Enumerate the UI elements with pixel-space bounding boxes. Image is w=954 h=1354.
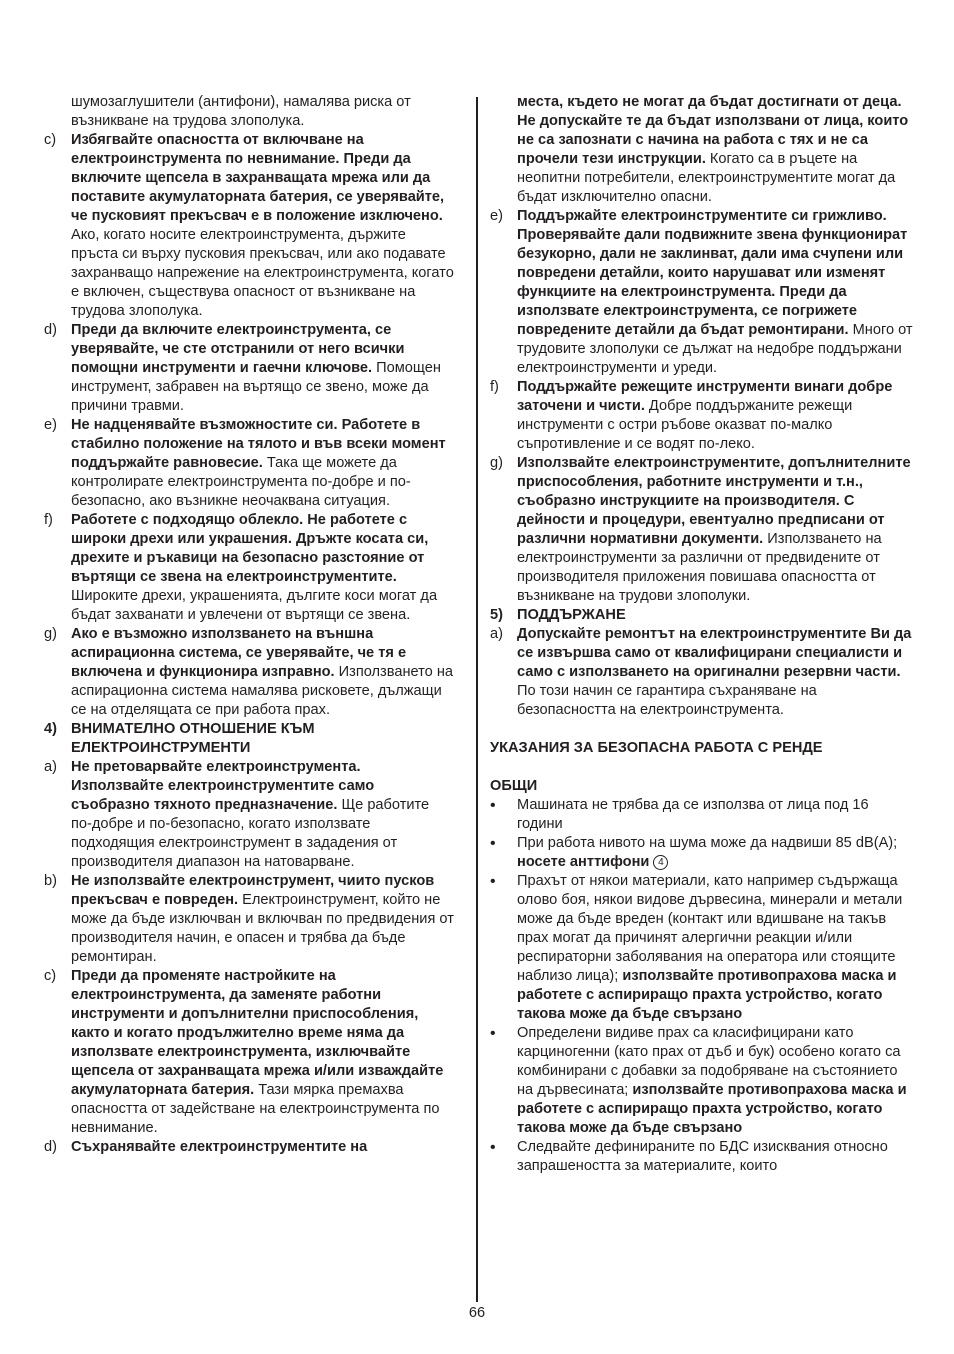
bullet-bold-text: използвайте противопрахова маска и работете с аспириращо прахта устройство, когато такова може да бъде свързано bbox=[517, 1082, 907, 1136]
bullet-text: При работа нивото на шума може да надвиши 85 dB(A); bbox=[517, 835, 898, 851]
item-label: a) bbox=[44, 759, 57, 775]
bullet-text: Машината не трябва да се използва от лица под 16 години bbox=[517, 797, 869, 832]
item-warning: Поддържайте режещите инструменти винаги добре заточени и чисти. bbox=[517, 379, 893, 414]
left-column bbox=[44, 93, 454, 1157]
bullet-symbol: • bbox=[490, 1139, 496, 1156]
item-b-broken-switch bbox=[44, 872, 454, 967]
item-explanation: Добре поддържаните режещи инструменти с остри ръбове оказват по-малко съпротивление и се водят по-леко. bbox=[517, 398, 853, 452]
general-subheading: ОБЩИ bbox=[490, 778, 538, 794]
item-explanation: Тази мярка премахва опасността от задействане на електроинструмента по невнимание. bbox=[71, 1082, 440, 1136]
item-explanation: Много от трудовите злополуки се дължат на недобре поддържани електроинструменти и уреди. bbox=[517, 322, 913, 376]
item-label: g) bbox=[490, 455, 503, 471]
item-f-clothing bbox=[44, 511, 454, 625]
item-e-maintenance bbox=[490, 207, 913, 378]
item-label: b) bbox=[44, 873, 57, 889]
item-e-balance bbox=[44, 416, 454, 511]
item-warning: Ако е възможно използването на външна аспирационна система, се уверявайте, че тя е включена и функционира изправно. bbox=[71, 626, 407, 680]
column-divider bbox=[476, 97, 478, 1302]
section-4-heading bbox=[44, 720, 454, 758]
item-explanation: Когато са в ръцете на неопитни потребители, електроинструментите могат да бъдат изключително опасни. bbox=[517, 151, 896, 205]
item-label: e) bbox=[490, 208, 503, 224]
item-c-switch-safety bbox=[44, 131, 454, 321]
item-warning: Не надценявайте възможностите си. Работете в стабилно положение на тялото и във всеки момент поддържайте равновесие. bbox=[71, 417, 446, 471]
bullet-text: Определени видиве прах са класифицирани като карциногенни (като прах от дъб и бук) особено когато са комбинирани с добавки за подобряване на състоянието на дървесината; bbox=[517, 1025, 901, 1098]
item-g-use-per-instructions bbox=[490, 454, 913, 606]
item-f-sharp-tools bbox=[490, 378, 913, 454]
bullet-item bbox=[490, 872, 913, 1024]
item-c-disconnect bbox=[44, 967, 454, 1138]
item-g-dust-extraction bbox=[44, 625, 454, 720]
figure-reference-circle: 4 bbox=[653, 855, 668, 870]
right-column bbox=[490, 93, 913, 1176]
bullet-bold-text: използвайте противопрахова маска и работете с аспириращо прахта устройство, когато такова може да бъде свързано bbox=[517, 968, 897, 1022]
page-number: 66 bbox=[468, 1305, 486, 1321]
item-label: c) bbox=[44, 132, 57, 148]
item-warning: Не претоварвайте електроинструмента. Използвайте електроинструментите само съобразно тяхното предназначение. bbox=[71, 759, 375, 813]
section-title: ПОДДЪРЖАНЕ bbox=[517, 607, 626, 623]
item-warning: Работете с подходящо облекло. Не работете с широки дрехи или украшения. Дръжте косата си, дрехите и ръкавици на безопасно разстояние от въртящи се звена на електроинструментите. bbox=[71, 512, 429, 585]
item-warning: Не използвайте електроинструмент, чиито пусков прекъсвач е повреден. bbox=[71, 873, 435, 908]
bullet-item bbox=[490, 834, 913, 872]
bullet-bold-text: носете анттифони bbox=[517, 854, 650, 870]
item-explanation: Използването на електроинструменти за различни от предвидените от производителя приложения повишава опасността от възникване на трудови злополуки. bbox=[517, 531, 882, 604]
item-warning: Преди да включите електроинструмента, се уверявайте, че сте отстранили от него всички помощни инструменти и гаечни ключове. bbox=[71, 322, 405, 376]
intro-paragraph: шумозаглушители (антифони), намалява риска от възникване на трудова злополука. bbox=[71, 94, 411, 129]
bullet-symbol: • bbox=[490, 1025, 496, 1042]
item-label: g) bbox=[44, 626, 57, 642]
item-d-remove-keys bbox=[44, 321, 454, 416]
item-a-repair bbox=[490, 625, 913, 720]
item-d-storage-continued bbox=[490, 93, 913, 207]
bullet-text: Следвайте дефинираните по БДС изисквания относно запрашеността за материалите, които bbox=[517, 1139, 888, 1174]
item-label: d) bbox=[44, 322, 57, 338]
item-explanation: Широките дрехи, украшенията, дългите коси могат да бъдат захванати и увлечени от въртящи се звена. bbox=[71, 588, 438, 623]
item-explanation: Ще работите по-добре и по-безопасно, когато използвате подходящия електроинструмент в зададения от производителя диапазон на натоварване. bbox=[71, 797, 430, 870]
item-explanation: По този начин се гарантира съхраняване на безопасността на електроинструмента. bbox=[517, 683, 817, 718]
item-label: f) bbox=[490, 379, 499, 395]
item-explanation: Използването на аспирационна система намалява рисковете, дължащи се на отделящата се при работа прах. bbox=[71, 664, 454, 718]
bullet-symbol: • bbox=[490, 873, 496, 890]
item-explanation: Ако, когато носите електроинструмента, държите пръста си върху пусковия прекъсвач, или ако подавате захранващо напрежение на електроинструмента, когато е включен, съществува опасност от възникване на трудова злополука. bbox=[71, 227, 454, 319]
item-warning: Допускайте ремонтът на електроинструментите Ви да се извършва само от квалифицирани специалисти и само с използването на оригинални резервни части. bbox=[517, 626, 912, 680]
item-d-storage bbox=[44, 1138, 454, 1157]
item-warning: Използвайте електроинструментите, допълнителните приспособления, работните инструменти и т.н., съобразно инструкциите на производителя. С дейности и процедури, евентуално предписани от различни нормативни документи. bbox=[517, 455, 911, 547]
item-label: f) bbox=[44, 512, 53, 528]
item-explanation: Електроинструмент, който не може да бъде изключван и включван по предвидения от производителя начин, е опасен и трябва да бъде ремонтиран. bbox=[71, 892, 454, 965]
bullet-item bbox=[490, 796, 913, 834]
item-explanation: Така ще можете да контролирате електроинструмента по-добре и по-безопасно, ако възникне неочаквана ситуация. bbox=[71, 455, 411, 509]
item-warning: места, където не могат да бъдат достигнати от деца. Не допускайте те да бъдат използвани от лица, които не са запознати с начина на работа с тях и не са прочели тези инструкции. bbox=[517, 94, 909, 167]
item-warning: Преди да променяте настройките на електроинструмента, да заменяте работни инструменти и допълнителни приспособления, както и когато продължително време няма да използвате електроинструмента, изключвайте щепсела от захранващата мрежа и/или изваждайте акумулаторната батерия. bbox=[71, 968, 444, 1098]
item-label: e) bbox=[44, 417, 57, 433]
item-explanation: Помощен инструмент, забравен на въртящо се звено, може да причини травми. bbox=[71, 360, 441, 414]
planer-safety-heading: УКАЗАНИЯ ЗА БЕЗОПАСНА РАБОТА С РЕНДЕ bbox=[490, 740, 823, 756]
item-warning: Съхранявайте електроинструментите на bbox=[71, 1139, 368, 1155]
item-label: d) bbox=[44, 1139, 57, 1155]
bullet-item bbox=[490, 1138, 913, 1176]
bullet-item bbox=[490, 1024, 913, 1138]
bullet-symbol: • bbox=[490, 797, 496, 814]
item-warning: Поддържайте електроинструментите си грижливо. Проверявайте дали подвижните звена функционират безукорно, дали не заклинват, дали има счупени или повредени детайли, които нарушават или изменят функциите на електроинструмента. Преди да използвате електроинструмента, се погрижете повредените детайли да бъдат ремонтирани. bbox=[517, 208, 908, 338]
section-number: 5) bbox=[490, 607, 503, 623]
item-label: a) bbox=[490, 626, 503, 642]
section-title: ВНИМАТЕЛНО ОТНОШЕНИЕ КЪМ ЕЛЕКТРОИНСТРУМЕНТИ bbox=[71, 721, 315, 756]
section-5-heading bbox=[490, 606, 913, 625]
item-a-no-overload bbox=[44, 758, 454, 872]
bullet-symbol: • bbox=[490, 835, 496, 852]
bullet-text: Прахът от някои материали, като например съдържаща олово боя, някои видове дървесина, минерали и метали може да бъде вреден (контакт или вдишване на такъв прах могат да причинят алергични реакции и/или респираторни заболявания на оператора или стоящите наблизо лица); bbox=[517, 873, 903, 984]
section-number: 4) bbox=[44, 721, 57, 737]
item-warning: Избягвайте опасността от включване на електроинструмента по невнимание. Преди да включите щепсела в захранващата мрежа или да поставите акумулаторната батерия, се уверявайте, че пусковият прекъсвач е в положение изключено. bbox=[71, 132, 445, 224]
item-label: c) bbox=[44, 968, 57, 984]
